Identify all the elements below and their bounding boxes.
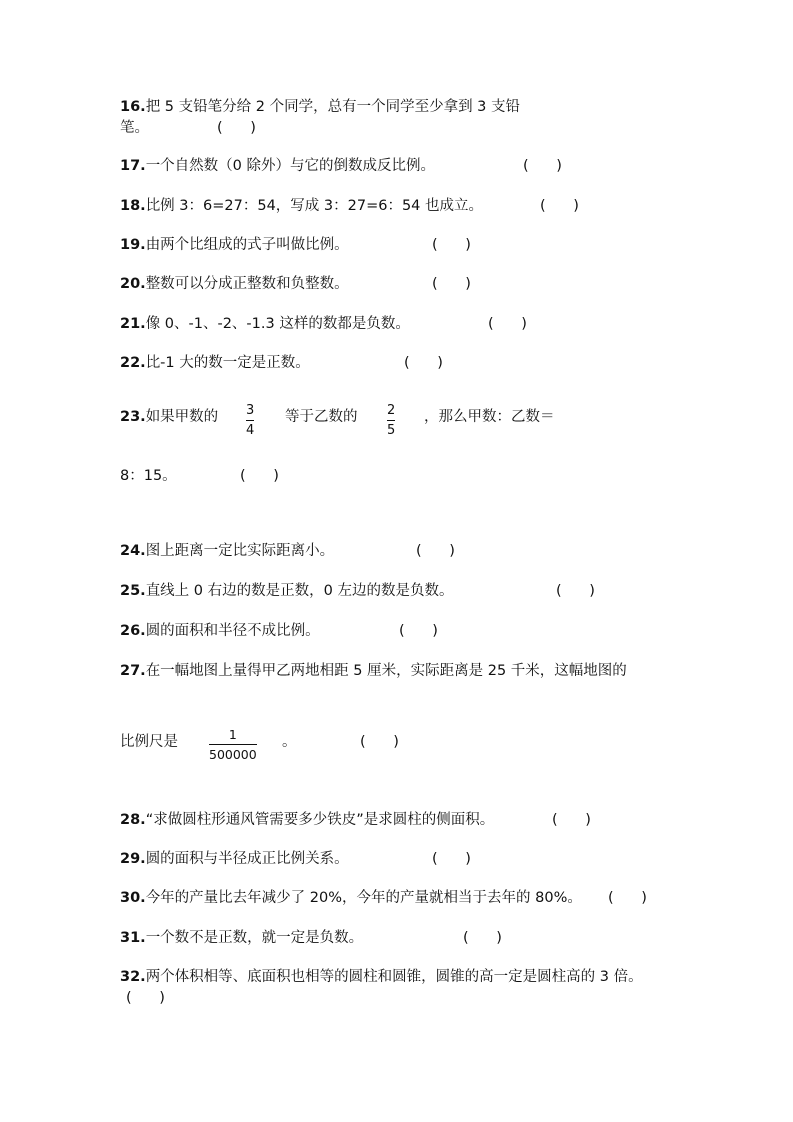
answer-blank[interactable]: ( ) — [540, 198, 579, 214]
question-text: 一个自然数（0 除外）与它的倒数成反比例。 — [145, 158, 436, 174]
question-text: 一个数不是正数，就一定是负数。 — [145, 930, 364, 946]
question-27-line2 — [120, 732, 178, 752]
question-number: 16. — [120, 99, 146, 115]
question-text: 像 0、-1、-2、-1.3 这样的数都是负数。 — [145, 316, 410, 332]
question-text: 8：15。 — [120, 468, 177, 484]
question-text: 比-1 大的数一定是正数。 — [145, 355, 310, 371]
question-text: 圆的面积与半径成正比例关系。 — [145, 851, 349, 867]
answer-blank[interactable]: ( ) — [556, 583, 595, 599]
question-23-mid — [285, 407, 358, 427]
question-text: 在一幅地图上量得甲乙两地相距 5 厘米，实际距离是 25 千米，这幅地图的 — [145, 663, 627, 679]
question-27-tail — [282, 732, 297, 752]
answer-blank[interactable]: ( ) — [432, 276, 471, 292]
question-26 — [120, 621, 320, 641]
question-23-line2 — [120, 466, 177, 486]
question-number: 19. — [120, 237, 146, 253]
question-27 — [120, 661, 627, 681]
fraction-denominator: 500000 — [209, 747, 257, 762]
question-20 — [120, 274, 349, 294]
question-number: 23. — [120, 409, 146, 425]
answer-blank[interactable]: ( ) — [463, 930, 502, 946]
fraction-denominator: 5 — [387, 423, 396, 438]
question-32 — [120, 967, 643, 987]
fraction-two-fifths — [387, 403, 395, 438]
question-text: 整数可以分成正整数和负整数。 — [145, 276, 349, 292]
question-text: 笔。 — [120, 120, 149, 136]
question-number: 25. — [120, 583, 146, 599]
question-text: 比例 3：6=27：54，写成 3：27=6：54 也成立。 — [145, 198, 484, 214]
fraction-numerator: 2 — [387, 403, 396, 418]
answer-blank[interactable]: ( ) — [416, 543, 455, 559]
fraction-numerator: 1 — [228, 727, 237, 742]
answer-blank[interactable]: ( ) — [126, 990, 165, 1006]
question-23 — [120, 407, 218, 427]
question-text: 等于乙数的 — [285, 409, 358, 425]
question-number: 24. — [120, 543, 146, 559]
answer-blank[interactable]: ( ) — [404, 355, 443, 371]
question-text: 圆的面积和半径不成比例。 — [145, 623, 320, 639]
question-text: 把 5 支铅笔分给 2 个同学，总有一个同学至少拿到 3 支铅 — [145, 99, 521, 115]
question-number: 18. — [120, 198, 146, 214]
question-text: 今年的产量比去年减少了 20%，今年的产量就相当于去年的 80%。 — [145, 890, 582, 906]
answer-blank[interactable]: ( ) — [488, 316, 527, 332]
question-28 — [120, 810, 494, 830]
question-text: 图上距离一定比实际距离小。 — [145, 543, 335, 559]
fraction-scale — [209, 727, 257, 762]
question-30 — [120, 888, 582, 908]
question-number: 20. — [120, 276, 146, 292]
question-number: 22. — [120, 355, 146, 371]
question-text: 如果甲数的 — [145, 409, 219, 425]
question-number: 31. — [120, 930, 146, 946]
question-29 — [120, 849, 349, 869]
question-19 — [120, 235, 349, 255]
answer-blank[interactable]: ( ) — [523, 158, 562, 174]
question-number: 30. — [120, 890, 146, 906]
answer-blank[interactable]: ( ) — [399, 623, 438, 639]
fraction-bar — [209, 744, 257, 745]
question-23-end — [424, 407, 555, 427]
question-22 — [120, 353, 310, 373]
fraction-numerator: 3 — [246, 403, 255, 418]
question-number: 26. — [120, 623, 146, 639]
question-16 — [120, 97, 520, 117]
question-text: 由两个比组成的式子叫做比例。 — [145, 237, 349, 253]
answer-blank[interactable]: ( ) — [240, 468, 279, 484]
question-text: “求做圆柱形通风管需要多少铁皮”是求圆柱的侧面积。 — [145, 812, 495, 828]
question-number: 17. — [120, 158, 146, 174]
question-24 — [120, 541, 334, 561]
fraction-three-quarters — [246, 403, 254, 438]
fraction-bar — [387, 420, 395, 421]
answer-blank[interactable]: ( ) — [552, 812, 591, 828]
question-21 — [120, 314, 410, 334]
answer-blank[interactable]: ( ) — [432, 237, 471, 253]
fraction-bar — [246, 420, 254, 421]
question-16-line2 — [120, 118, 149, 138]
question-text: 直线上 0 右边的数是正数，0 左边的数是负数。 — [145, 583, 454, 599]
answer-blank[interactable]: ( ) — [217, 120, 256, 136]
question-number: 29. — [120, 851, 146, 867]
fraction-denominator: 4 — [246, 423, 255, 438]
answer-blank[interactable]: ( ) — [360, 734, 399, 750]
question-text: 。 — [282, 734, 297, 750]
question-number: 32. — [120, 969, 146, 985]
question-number: 21. — [120, 316, 146, 332]
question-25 — [120, 581, 453, 601]
question-text: ，那么甲数：乙数＝ — [424, 409, 555, 425]
question-text: 比例尺是 — [120, 734, 178, 750]
question-18 — [120, 196, 483, 216]
question-31 — [120, 928, 363, 948]
question-17 — [120, 156, 435, 176]
question-text: 两个体积相等、底面积也相等的圆柱和圆锥，圆锥的高一定是圆柱高的 3 倍。 — [145, 969, 643, 985]
answer-blank[interactable]: ( ) — [608, 890, 647, 906]
question-number: 27. — [120, 663, 146, 679]
question-number: 28. — [120, 812, 146, 828]
answer-blank[interactable]: ( ) — [432, 851, 471, 867]
